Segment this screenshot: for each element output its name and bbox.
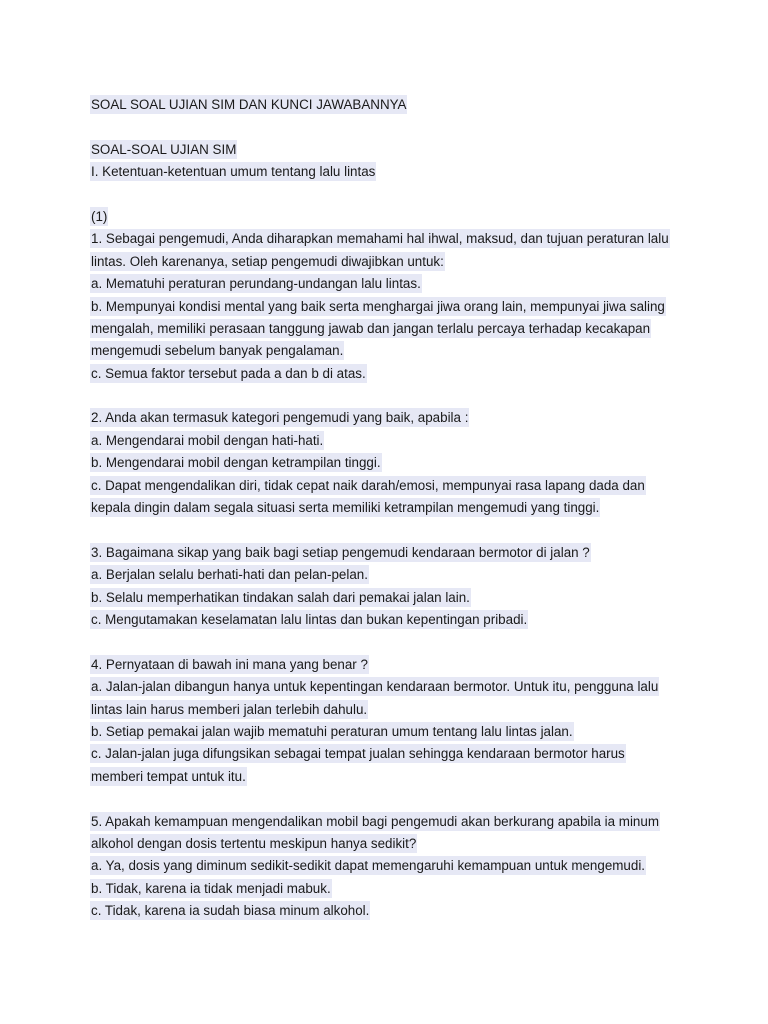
question-block — [90, 811, 708, 923]
question-line-text: alkohol dengan dosis tertentu meskipun hanya sedikit? — [91, 835, 417, 851]
question-line-text: b. Tidak, karena ia tidak menjadi mabuk. — [91, 880, 331, 896]
question-block — [90, 228, 708, 385]
question-line — [90, 564, 708, 586]
question-block — [90, 542, 708, 632]
question-line-text: mengalah, memiliki perasaan tanggung jawab dan jangan terlalu percaya terhadap kecakapan — [91, 320, 651, 336]
question-block — [90, 654, 708, 788]
question-line — [90, 721, 708, 743]
section-title: SOAL-SOAL UJIAN SIM — [91, 141, 237, 157]
question-line — [90, 407, 708, 429]
question-line-text: memberi tempat untuk itu. — [91, 768, 246, 784]
question-line-text: 3. Bagaimana sikap yang baik bagi setiap pengemudi kendaraan bermotor di jalan ? — [91, 544, 590, 560]
question-line-text: 2. Anda akan termasuk kategori pengemudi yang baik, apabila : — [91, 410, 469, 426]
spacer — [90, 519, 708, 541]
question-line-text: lintas lain harus memberi jalan terlebih dahulu. — [91, 701, 368, 717]
question-line-text: c. Jalan-jalan juga difungsikan sebagai tempat jualan sehingga kendaraan bermotor harus — [91, 746, 625, 762]
question-line — [90, 654, 708, 676]
spacer — [90, 116, 708, 138]
question-line — [90, 340, 708, 362]
question-line — [90, 475, 708, 497]
question-line-text: lintas. Oleh karenanya, setiap pengemudi diwajibkan untuk: — [91, 253, 444, 269]
question-line — [90, 318, 708, 340]
question-line-text: kepala dingin dalam segala situasi serta memiliki ketrampilan mengemudi yang tinggi. — [91, 500, 600, 516]
question-line-text: b. Mengendarai mobil dengan ketrampilan tinggi. — [91, 455, 381, 471]
question-line — [90, 743, 708, 765]
question-line — [90, 833, 708, 855]
question-line-text: 1. Sebagai pengemudi, Anda diharapkan memahami hal ihwal, maksud, dan tujuan peraturan lalu — [91, 231, 669, 247]
question-line — [90, 430, 708, 452]
question-line — [90, 251, 708, 273]
question-line — [90, 811, 708, 833]
question-line-text: b. Setiap pemakai jalan wajib mematuhi peraturan umum tentang lalu lintas jalan. — [91, 723, 573, 739]
question-line — [90, 676, 708, 698]
question-line — [90, 609, 708, 631]
question-line-text: c. Mengutamakan keselamatan lalu lintas dan bukan kepentingan pribadi. — [91, 611, 528, 627]
question-line-text: 4. Pernyataan di bawah ini mana yang benar ? — [91, 656, 368, 672]
question-line — [90, 296, 708, 318]
spacer — [90, 631, 708, 653]
question-block — [90, 407, 708, 519]
question-line — [90, 699, 708, 721]
question-line — [90, 855, 708, 877]
question-line-text: b. Mempunyai kondisi mental yang baik serta menghargai jiwa orang lain, mempunyai jiwa saling — [91, 298, 665, 314]
question-line-text: mengemudi sebelum banyak pengalaman. — [91, 343, 344, 359]
question-line-text: b. Selalu memperhatikan tindakan salah dari pemakai jalan lain. — [91, 589, 470, 605]
question-line — [90, 766, 708, 788]
question-line-text: c. Semua faktor tersebut pada a dan b di atas. — [91, 365, 366, 381]
question-line-text: c. Tidak, karena ia sudah biasa minum alkohol. — [91, 903, 370, 919]
question-line — [90, 878, 708, 900]
question-line-text: c. Dapat mengendalikan diri, tidak cepat naik darah/emosi, mempunyai rasa lapang dada dan — [91, 477, 645, 493]
spacer — [90, 788, 708, 810]
question-list — [90, 228, 708, 922]
part-label: (1) — [91, 208, 108, 224]
question-line — [90, 228, 708, 250]
question-line — [90, 273, 708, 295]
question-line-text: 5. Apakah kemampuan mengendalikan mobil bagi pengemudi akan berkurang apabila ia minum — [91, 813, 659, 829]
question-line-text: a. Berjalan selalu berhati-hati dan pelan-pelan. — [91, 567, 368, 583]
question-line-text: a. Ya, dosis yang diminum sedikit-sedikit dapat memengaruhi kemampuan untuk mengemudi. — [91, 858, 646, 874]
section-subtitle: I. Ketentuan-ketentuan umum tentang lalu lintas — [91, 164, 376, 180]
question-line-text: a. Jalan-jalan dibangun hanya untuk kepentingan kendaraan bermotor. Untuk itu, pengguna lalu — [91, 679, 659, 695]
spacer — [90, 385, 708, 407]
question-line — [90, 900, 708, 922]
question-line — [90, 497, 708, 519]
spacer — [90, 184, 708, 206]
question-line — [90, 363, 708, 385]
question-line — [90, 542, 708, 564]
question-line-text: a. Mengendarai mobil dengan hati-hati. — [91, 432, 324, 448]
question-line-text: a. Mematuhi peraturan perundang-undangan lalu lintas. — [91, 276, 421, 292]
question-line — [90, 452, 708, 474]
question-line — [90, 587, 708, 609]
document-title: SOAL SOAL UJIAN SIM DAN KUNCI JAWABANNYA — [91, 97, 407, 112]
